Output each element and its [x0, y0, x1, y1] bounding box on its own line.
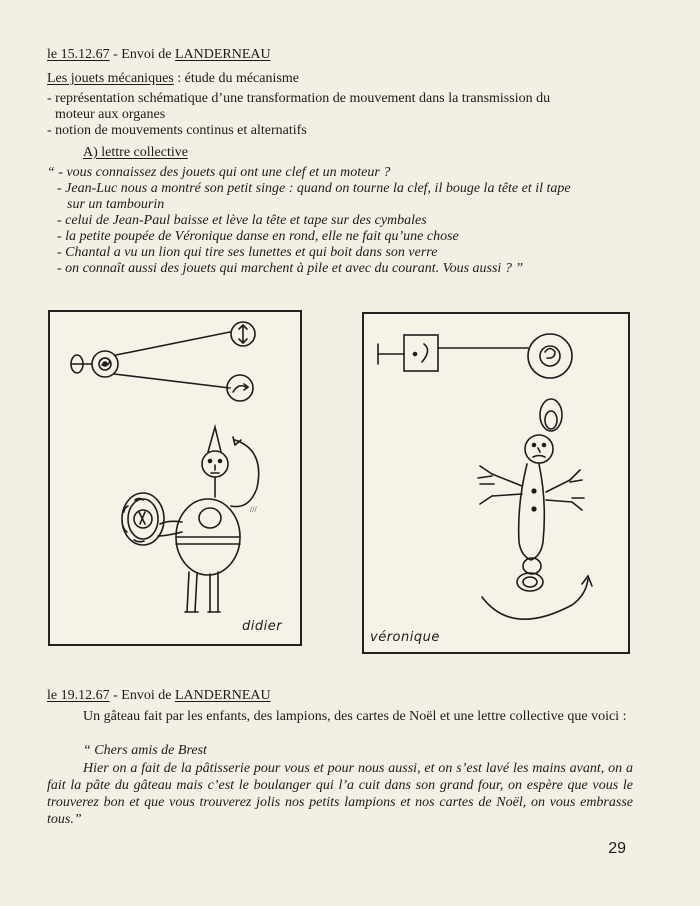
entry-place-1: LANDERNEAU	[174, 47, 271, 62]
bullet-2: - notion de mouvements continus et alternatifs	[47, 123, 307, 138]
letter1-line-5: - la petite poupée de Véronique danse en rond, elle ne fait qu’une chose	[57, 229, 459, 244]
bullet-1-cont: moteur aux organes	[55, 107, 166, 122]
para2-salutation: “ Chers amis de Brest	[83, 743, 207, 758]
entry-header-1	[47, 47, 271, 63]
letter1-line-2: - Jean-Luc nous a montré son petit singe : quand on tourne la clef, il bouge la tête et il tape	[57, 181, 571, 196]
signature-veronique: véronique	[370, 630, 440, 645]
entry-place-2: LANDERNEAU	[174, 688, 271, 703]
page-number: 29	[608, 840, 626, 857]
entry-header-2	[47, 688, 271, 704]
drawing-left-art	[50, 312, 300, 644]
bullet-1: - représentation schématique d’une transformation de mouvement dans la transmission du	[47, 91, 551, 106]
para2-letter: Hier on a fait de la pâtisserie pour vous et pour nous aussi, et on s’est lavé les mains avant, on a fait la pâte du gâteau mais c’est le boulanger qui l’a cuit dans son grand four, on espère que vous le trouverez bon et que vous trouverez jolis nos petits lampions et nos cartes de Noël, on vous embrasse tous.”	[47, 761, 633, 827]
letter1-line-6: - Chantal a vu un lion qui tire ses lunettes et qui boit dans son verre	[57, 245, 438, 260]
para2-intro: Un gâteau fait par les enfants, des lampions, des cartes de Noël et une lettre collective que voici :	[83, 709, 627, 724]
letter1-line-4: - celui de Jean-Paul baisse et lève la tête et tape sur des cymbales	[57, 213, 427, 228]
signature-didier: didier	[242, 619, 283, 634]
letter1-line-7: - on connaît aussi des jouets qui marchent à pile et avec du courant. Vous aussi ? ”	[57, 261, 524, 276]
entry-sep-2: - Envoi de	[109, 688, 175, 703]
topic-rest: : étude du mécanisme	[173, 71, 299, 86]
entry-date-1: le 15.12.67	[47, 47, 110, 62]
svg-text:///: ///	[250, 505, 257, 514]
drawing-right-veronique	[362, 312, 630, 654]
entry-sep-1: - Envoi de	[109, 47, 175, 62]
entry-date-2: le 19.12.67	[47, 688, 110, 703]
topic-title: Les jouets mécaniques	[47, 71, 174, 86]
letter1-line-3: sur un tambourin	[67, 197, 165, 212]
section-a-heading: A) lettre collective	[83, 145, 188, 160]
letter1-line-1: “ - vous connaissez des jouets qui ont une clef et un moteur ?	[47, 165, 391, 180]
drawing-left-didier	[48, 310, 302, 646]
drawing-right-art	[364, 314, 628, 652]
topic-line	[47, 71, 299, 87]
